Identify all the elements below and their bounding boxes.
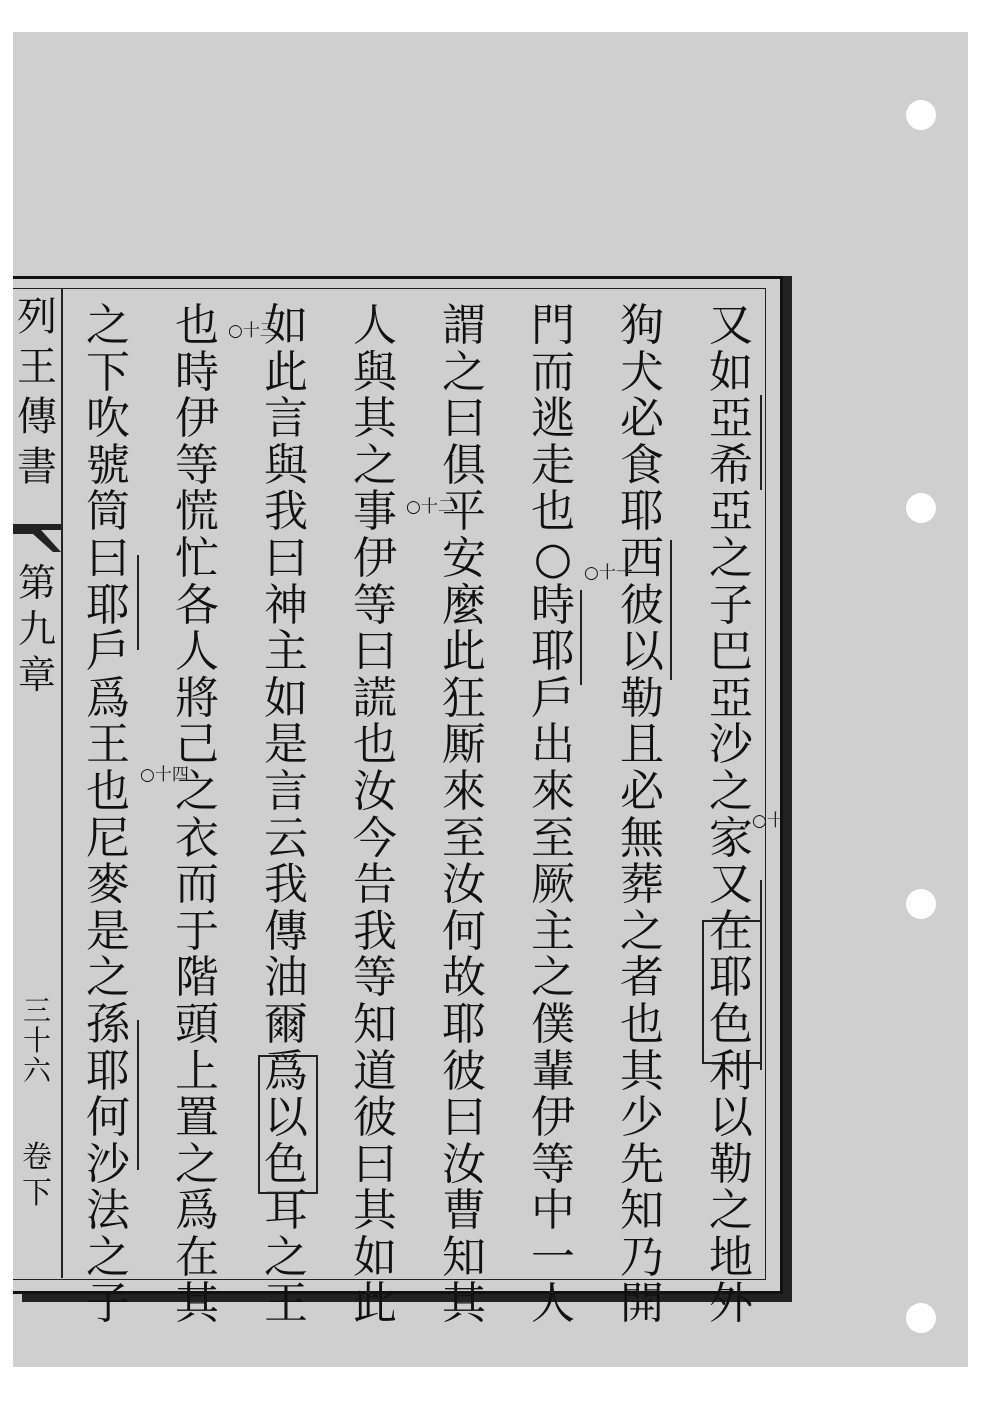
glyph: 置 — [175, 1092, 219, 1144]
glyph: 曰 — [442, 1092, 486, 1144]
glyph: 僕 — [531, 998, 575, 1050]
glyph: 以 — [709, 1092, 753, 1144]
glyph: 戶 — [86, 626, 130, 678]
glyph: 色 — [264, 1138, 308, 1190]
glyph: 傳 — [264, 905, 308, 957]
glyph: 戶 — [531, 672, 575, 724]
glyph: 曰 — [353, 1138, 397, 1190]
text-column-8 — [82, 300, 134, 1330]
glyph: 地 — [709, 1231, 753, 1283]
glyph: 吹 — [86, 393, 130, 445]
glyph: 勒 — [620, 672, 664, 724]
glyph: 耶 — [442, 998, 486, 1050]
glyph: 謂 — [442, 300, 486, 351]
glyph: 厮 — [442, 719, 486, 771]
glyph: 耶 — [620, 486, 664, 538]
glyph: 耶 — [531, 626, 575, 678]
glyph: 子 — [709, 579, 753, 631]
glyph: 者 — [620, 952, 664, 1004]
glyph: 外 — [709, 1278, 753, 1330]
glyph: 汝 — [442, 1138, 486, 1190]
glyph: 第 — [17, 561, 56, 605]
glyph: 告 — [353, 859, 397, 911]
glyph: 忙 — [175, 532, 219, 584]
glyph: 法 — [86, 1185, 130, 1237]
name-underline — [670, 540, 672, 680]
glyph: 時 — [175, 346, 219, 398]
place-name-box — [702, 920, 762, 1064]
glyph: 汝 — [353, 765, 397, 817]
text-column-2 — [616, 300, 668, 1330]
glyph: 爾 — [264, 998, 308, 1050]
glyph: 也 — [86, 765, 130, 817]
glyph: 曹 — [442, 1185, 486, 1237]
glyph: 與 — [264, 439, 308, 491]
glyph: 狂 — [442, 672, 486, 724]
glyph: 亞 — [709, 393, 753, 445]
glyph: 知 — [353, 998, 397, 1050]
glyph: 是 — [86, 905, 130, 957]
glyph: 之 — [175, 1138, 219, 1190]
glyph: 三 — [22, 994, 51, 1027]
glyph: 將 — [175, 672, 219, 724]
glyph: 此 — [442, 626, 486, 678]
glyph: 知 — [620, 1185, 664, 1237]
glyph: 筒 — [86, 486, 130, 538]
glyph: 時 — [531, 579, 575, 631]
glyph: 之 — [86, 952, 130, 1004]
glyph: 列 — [17, 294, 57, 340]
glyph: 曰 — [442, 393, 486, 445]
glyph: 以 — [620, 626, 664, 678]
glyph: 至 — [531, 812, 575, 864]
glyph: 尼 — [86, 812, 130, 864]
glyph: 此 — [353, 1278, 397, 1330]
glyph: 子 — [86, 1278, 130, 1330]
glyph: 王 — [86, 719, 130, 771]
verse-marker: ○十一 — [584, 563, 633, 583]
glyph: 我 — [264, 859, 308, 911]
glyph: 勒 — [709, 1138, 753, 1190]
glyph: 卷 — [22, 1140, 52, 1175]
margin-book-title — [13, 292, 61, 492]
glyph: 等 — [353, 952, 397, 1004]
glyph: 曰 — [353, 626, 397, 678]
punch-hole-3 — [906, 889, 936, 919]
glyph: 色 — [709, 998, 753, 1050]
glyph: 至 — [442, 812, 486, 864]
glyph: 階 — [175, 952, 219, 1004]
glyph: 何 — [86, 1092, 130, 1144]
margin-page-number — [13, 996, 61, 1086]
glyph: 俱 — [442, 439, 486, 491]
glyph: 如 — [709, 346, 753, 398]
glyph: 又 — [709, 859, 753, 911]
glyph: 言 — [264, 393, 308, 445]
glyph: 而 — [531, 346, 575, 398]
glyph: 下 — [22, 1176, 52, 1211]
glyph: 亞 — [709, 486, 753, 538]
glyph: 伊 — [531, 1092, 575, 1144]
glyph: 爲 — [264, 1045, 308, 1097]
glyph: 十 — [22, 1024, 51, 1057]
text-column-4 — [438, 300, 490, 1330]
glyph: 號 — [86, 439, 130, 491]
glyph: 云 — [264, 812, 308, 864]
glyph: ○ — [533, 532, 573, 584]
verse-marker: ○十三 — [228, 321, 277, 341]
glyph: 伊 — [175, 393, 219, 445]
glyph: 等 — [531, 1138, 575, 1190]
glyph: 葬 — [620, 859, 664, 911]
text-column-3 — [527, 300, 579, 1330]
glyph: 上 — [175, 1045, 219, 1097]
glyph: 無 — [620, 812, 664, 864]
glyph: 耶 — [709, 952, 753, 1004]
glyph: 少 — [620, 1092, 664, 1144]
glyph: 頭 — [175, 998, 219, 1050]
glyph: 傳 — [17, 394, 57, 440]
glyph: 衣 — [175, 812, 219, 864]
glyph: 今 — [353, 812, 397, 864]
glyph: 何 — [442, 905, 486, 957]
glyph: 亞 — [709, 672, 753, 724]
glyph: 西 — [620, 532, 664, 584]
glyph: 也 — [175, 300, 219, 351]
name-underline — [580, 590, 582, 685]
text-column-1 — [705, 300, 757, 1330]
glyph: 章 — [17, 653, 56, 697]
glyph: 此 — [264, 346, 308, 398]
glyph: 之 — [86, 300, 130, 351]
glyph: 爲 — [175, 1185, 219, 1237]
glyph: 開 — [620, 1278, 664, 1330]
name-underline — [760, 395, 762, 490]
glyph: 言 — [264, 765, 308, 817]
glyph: 等 — [175, 439, 219, 491]
glyph: 六 — [22, 1054, 51, 1087]
glyph: 彼 — [442, 1045, 486, 1097]
glyph: 如 — [353, 1231, 397, 1283]
glyph: 耶 — [86, 1045, 130, 1097]
glyph: 之 — [531, 952, 575, 1004]
text-column-5 — [349, 300, 401, 1330]
glyph: 之 — [620, 905, 664, 957]
glyph: 與 — [353, 346, 397, 398]
glyph: 事 — [353, 486, 397, 538]
glyph: 道 — [353, 1045, 397, 1097]
glyph: 知 — [442, 1231, 486, 1283]
glyph: 伊 — [353, 532, 397, 584]
verse-marker: ○十 — [752, 811, 784, 831]
glyph: 其 — [353, 1185, 397, 1237]
glyph: 必 — [620, 765, 664, 817]
glyph: 如 — [264, 672, 308, 724]
glyph: 孫 — [86, 998, 130, 1050]
glyph: 沙 — [709, 719, 753, 771]
glyph: 之 — [264, 1231, 308, 1283]
glyph: 厥 — [531, 859, 575, 911]
glyph: 其 — [620, 1045, 664, 1097]
glyph: 以 — [264, 1092, 308, 1144]
glyph: 各 — [175, 579, 219, 631]
glyph: 油 — [264, 952, 308, 1004]
glyph: 之 — [175, 765, 219, 817]
verse-marker: ○十二 — [406, 497, 455, 517]
glyph: 神 — [264, 579, 308, 631]
glyph: 如 — [264, 300, 308, 351]
glyph: 耶 — [86, 579, 130, 631]
glyph: 慌 — [175, 486, 219, 538]
punch-hole-2 — [906, 493, 936, 523]
glyph: 我 — [353, 905, 397, 957]
glyph: 出 — [531, 719, 575, 771]
glyph: 人 — [353, 300, 397, 351]
glyph: 彼 — [620, 579, 664, 631]
glyph: 其 — [353, 393, 397, 445]
glyph: 汝 — [442, 859, 486, 911]
glyph: 家 — [709, 812, 753, 864]
glyph: 王 — [17, 344, 57, 390]
glyph: 巴 — [709, 626, 753, 678]
glyph: 犬 — [620, 346, 664, 398]
punch-hole-4 — [906, 1303, 936, 1333]
glyph: 其 — [175, 1278, 219, 1330]
name-underline — [137, 1020, 139, 1170]
glyph: 走 — [531, 439, 575, 491]
glyph: 來 — [442, 765, 486, 817]
glyph: 己 — [175, 719, 219, 771]
name-underline — [137, 555, 139, 650]
verse-marker: ○十四 — [140, 765, 189, 785]
glyph: 等 — [353, 579, 397, 631]
glyph: 主 — [531, 905, 575, 957]
glyph: 而 — [175, 859, 219, 911]
glyph: 麼 — [442, 579, 486, 631]
glyph: 先 — [620, 1138, 664, 1190]
glyph: 沙 — [86, 1138, 130, 1190]
glyph: 在 — [709, 905, 753, 957]
glyph: 食 — [620, 439, 664, 491]
glyph: 中 — [531, 1185, 575, 1237]
glyph: 人 — [175, 626, 219, 678]
glyph: 又 — [709, 300, 753, 351]
margin-chapter — [13, 560, 61, 698]
glyph: 狗 — [620, 300, 664, 351]
glyph: 耳 — [264, 1185, 308, 1237]
glyph: 九 — [17, 607, 56, 651]
glyph: 平 — [442, 486, 486, 538]
glyph: 主 — [264, 626, 308, 678]
glyph: 輩 — [531, 1045, 575, 1097]
glyph: 門 — [531, 300, 575, 351]
glyph: 王 — [264, 1278, 308, 1330]
glyph: 也 — [353, 719, 397, 771]
glyph: 彼 — [353, 1092, 397, 1144]
glyph: 也 — [620, 998, 664, 1050]
glyph: 之 — [709, 1185, 753, 1237]
glyph: 之 — [86, 1231, 130, 1283]
place-name-box — [258, 1055, 318, 1194]
glyph: 爲 — [86, 672, 130, 724]
glyph: 之 — [709, 532, 753, 584]
glyph: 書 — [17, 444, 57, 490]
glyph: 人 — [531, 1278, 575, 1330]
glyph: 于 — [175, 905, 219, 957]
glyph: 一 — [531, 1231, 575, 1283]
fishtail-ornament — [13, 520, 61, 556]
text-column-7 — [171, 300, 223, 1330]
glyph: 麥 — [86, 859, 130, 911]
glyph: 曰 — [264, 532, 308, 584]
glyph: 來 — [531, 765, 575, 817]
glyph: 是 — [264, 719, 308, 771]
glyph: 下 — [86, 346, 130, 398]
glyph: 必 — [620, 393, 664, 445]
punch-hole-1 — [906, 100, 936, 130]
glyph: 曰 — [86, 532, 130, 584]
glyph: 謊 — [353, 672, 397, 724]
glyph: 在 — [175, 1231, 219, 1283]
glyph: 逃 — [531, 393, 575, 445]
glyph: 之 — [353, 439, 397, 491]
glyph: 乃 — [620, 1231, 664, 1283]
glyph: 之 — [442, 346, 486, 398]
glyph: 也 — [531, 486, 575, 538]
glyph: 之 — [709, 765, 753, 817]
glyph: 希 — [709, 439, 753, 491]
margin-volume — [13, 1140, 61, 1212]
glyph: 其 — [442, 1278, 486, 1330]
glyph: 安 — [442, 532, 486, 584]
glyph: 利 — [709, 1045, 753, 1097]
glyph: 故 — [442, 952, 486, 1004]
glyph: 我 — [264, 486, 308, 538]
glyph: 且 — [620, 719, 664, 771]
